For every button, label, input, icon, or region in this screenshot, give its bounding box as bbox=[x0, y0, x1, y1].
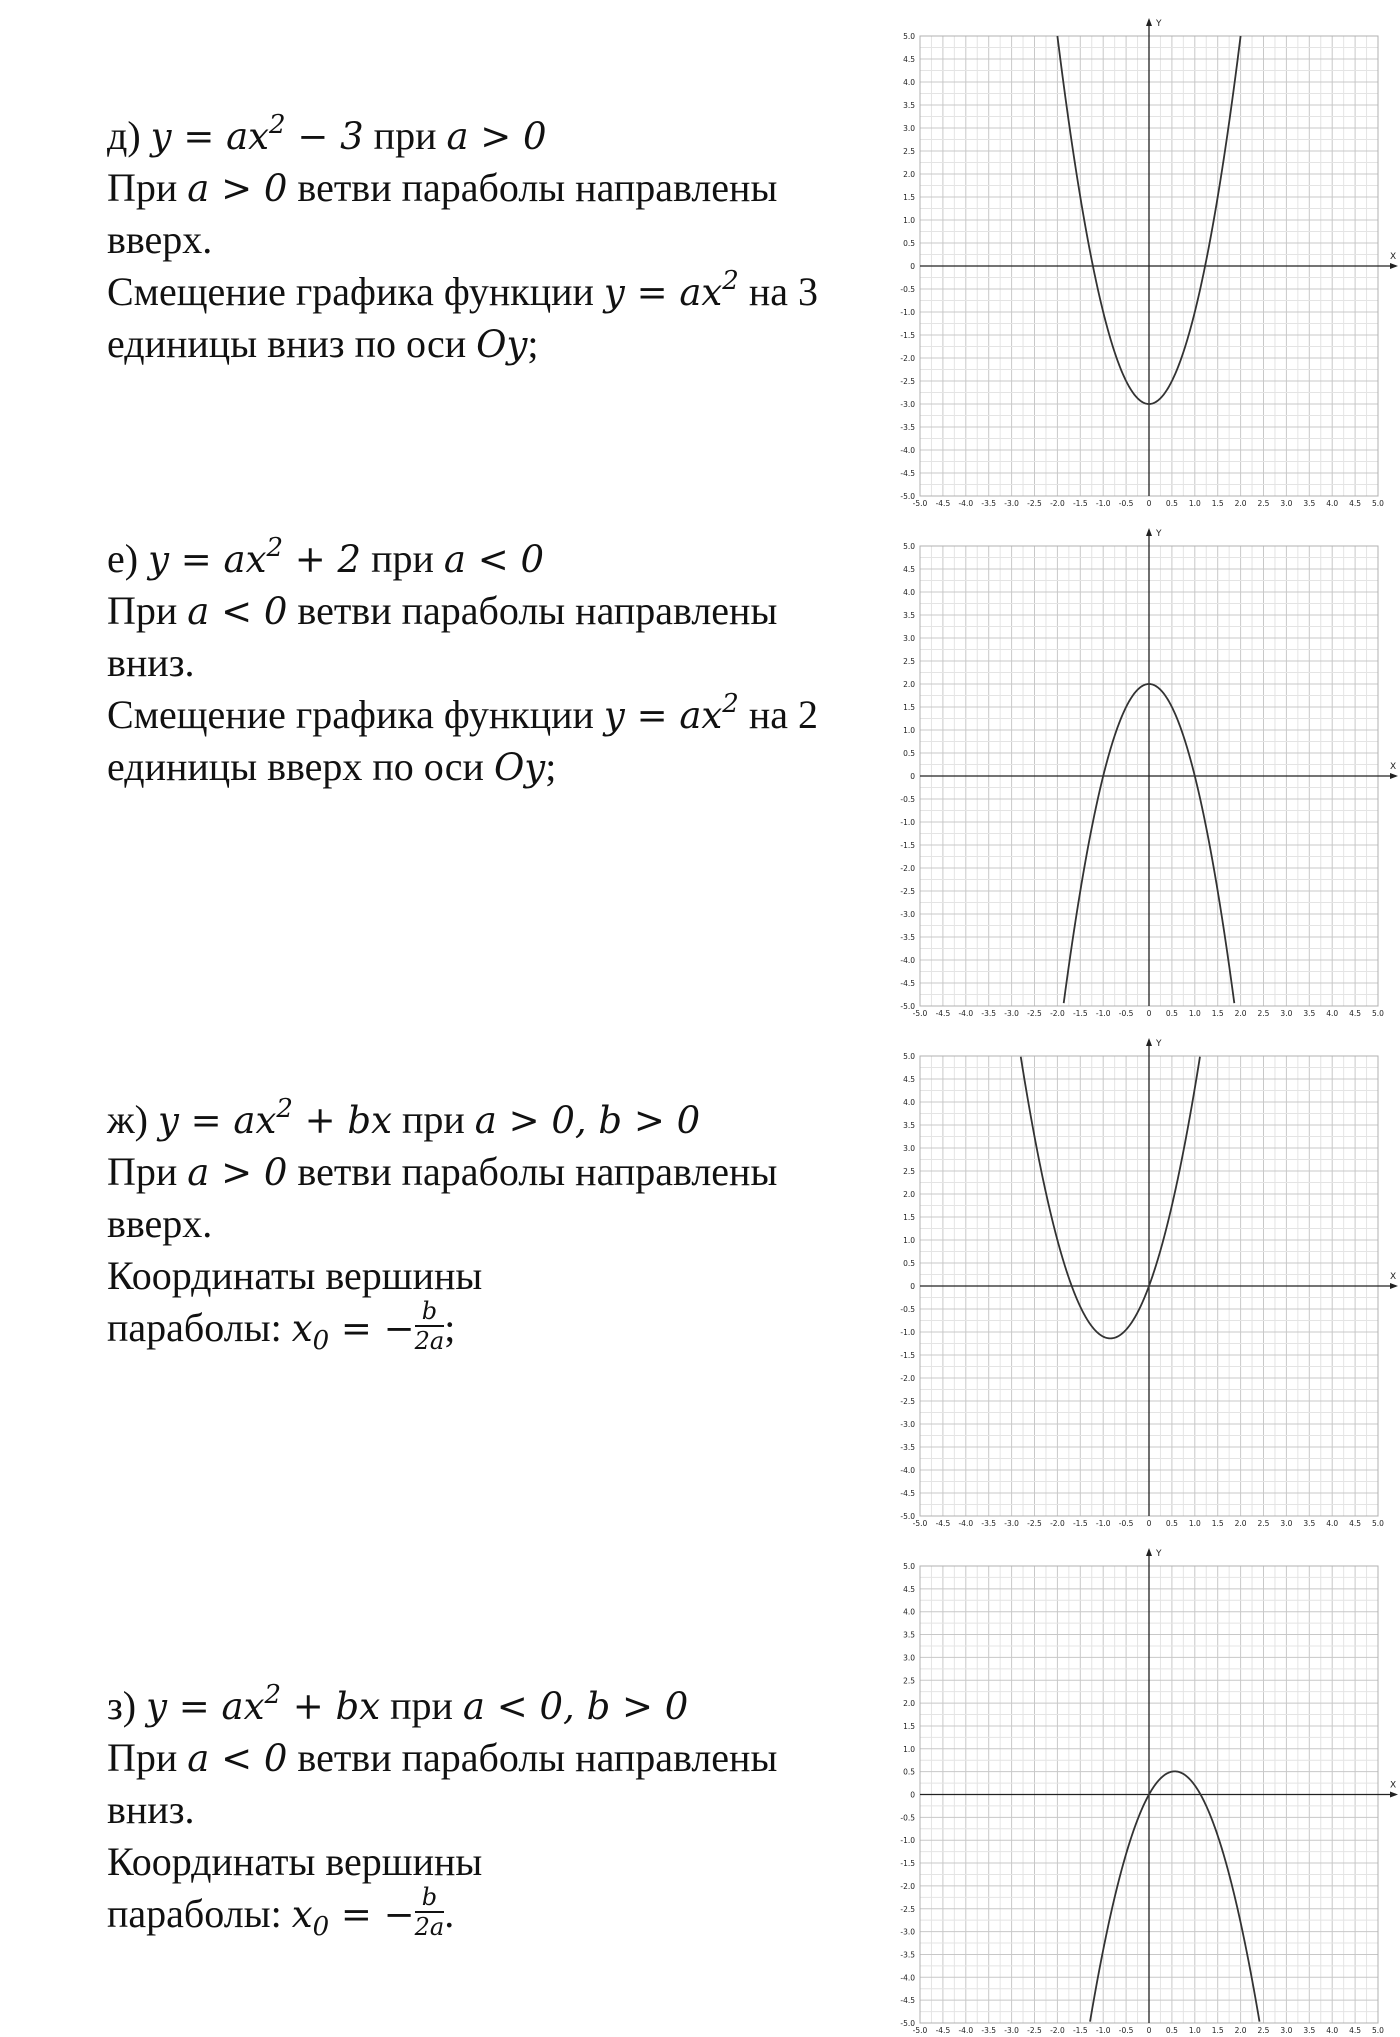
y-tick-label: -5.0 bbox=[900, 492, 915, 501]
y-tick-label: -4.0 bbox=[900, 1466, 915, 1475]
x-tick-label: 1.0 bbox=[1188, 2026, 1201, 2035]
y-tick-label: 4.5 bbox=[903, 565, 915, 574]
x-tick-label: 1.0 bbox=[1188, 1519, 1201, 1528]
x-tick-label: 3.0 bbox=[1280, 1009, 1293, 1018]
fraction-denominator: 2a bbox=[414, 1912, 445, 1941]
y-tick-label: -4.0 bbox=[900, 1973, 915, 1983]
text-line bbox=[107, 1732, 867, 1784]
x-tick-label: 5.0 bbox=[1372, 1009, 1384, 1018]
y-tick-label: -2.5 bbox=[900, 1904, 915, 1914]
x-tick-label: 2.5 bbox=[1257, 1519, 1270, 1528]
text-fragment: ветви параболы направлены bbox=[297, 165, 778, 210]
y-tick-label: 2.5 bbox=[903, 1676, 915, 1686]
y-tick-label: -3.5 bbox=[900, 1950, 915, 1960]
y-tick-label: -3.5 bbox=[900, 933, 915, 942]
y-tick-label: 3.0 bbox=[903, 1144, 915, 1153]
x-tick-label: -3.0 bbox=[1004, 1519, 1019, 1528]
x-tick-label: 1.5 bbox=[1211, 2026, 1224, 2035]
text-line: вниз. bbox=[107, 1787, 195, 1832]
parabola-curve bbox=[1090, 1771, 1259, 2021]
y-tick-label: 0.5 bbox=[903, 1259, 915, 1268]
x-tick-label: -1.0 bbox=[1095, 499, 1111, 508]
text-fragment: единицы вверх по оси bbox=[107, 744, 484, 789]
x-tick-label: 0 bbox=[1146, 499, 1152, 508]
x-tick-label: 3.0 bbox=[1280, 499, 1293, 508]
text-fragment: на 2 bbox=[748, 692, 818, 737]
y-tick-label: 1.0 bbox=[903, 216, 915, 225]
x-tick-label: -2.0 bbox=[1050, 2026, 1065, 2035]
x-tick-label: 4.0 bbox=[1326, 499, 1339, 508]
x-tick-label: -5.0 bbox=[912, 1519, 928, 1528]
heading-line bbox=[107, 533, 867, 585]
x-tick-label: 3.0 bbox=[1280, 2026, 1293, 2035]
y-tick-label: 4.0 bbox=[903, 1098, 915, 1107]
x-tick-label: 3.5 bbox=[1303, 1519, 1316, 1528]
graph-svg bbox=[882, 1530, 1400, 2037]
graph-svg bbox=[882, 510, 1400, 1020]
y-tick-label: -2.5 bbox=[900, 1397, 915, 1406]
x-axis-arrow bbox=[1390, 773, 1398, 779]
x-tick-label: -0.5 bbox=[1118, 1519, 1134, 1528]
y-tick-label: 4.0 bbox=[903, 588, 915, 597]
condition-word: при bbox=[373, 113, 437, 158]
x-tick-label: 2.5 bbox=[1257, 1009, 1270, 1018]
x-tick-label: -3.0 bbox=[1004, 499, 1019, 508]
y-tick-label: 2.0 bbox=[903, 170, 915, 179]
y-tick-label: 0 bbox=[910, 262, 915, 271]
text-fragment: единицы вниз по оси bbox=[107, 321, 467, 366]
x-tick-label: -2.0 bbox=[1050, 1009, 1065, 1018]
y-tick-label: -1.0 bbox=[900, 818, 915, 827]
condition-word: при bbox=[390, 1683, 453, 1728]
x-axis-label: X bbox=[1390, 1272, 1397, 1282]
y-tick-label: 2.5 bbox=[903, 147, 915, 156]
text-line: Координаты вершины bbox=[107, 1839, 483, 1884]
y-tick-label: 3.5 bbox=[903, 1630, 915, 1640]
y-tick-label: -5.0 bbox=[900, 1002, 915, 1011]
parabola-graph-z bbox=[882, 1530, 1400, 2037]
x-tick-label: -4.5 bbox=[935, 2026, 951, 2035]
y-tick-label: -4.5 bbox=[900, 979, 915, 988]
axis-name: Oy bbox=[476, 323, 528, 366]
text-fragment: на 3 bbox=[748, 269, 818, 314]
x-tick-label: -4.5 bbox=[935, 499, 951, 508]
text-line bbox=[107, 266, 867, 318]
x-tick-label: -0.5 bbox=[1118, 499, 1134, 508]
x-tick-label: 3.0 bbox=[1280, 1519, 1293, 1528]
text-fragment: ветви параболы направлены bbox=[297, 588, 778, 633]
text-fragment: Смещение графика функции bbox=[107, 692, 594, 737]
y-tick-label: 1.0 bbox=[903, 1236, 915, 1245]
y-tick-label: -0.5 bbox=[900, 795, 915, 804]
x-axis-label: X bbox=[1390, 252, 1397, 262]
x-tick-label: 0 bbox=[1146, 1519, 1152, 1528]
y-tick-label: 1.5 bbox=[903, 1213, 915, 1222]
y-tick-label: -3.5 bbox=[900, 1443, 915, 1452]
y-tick-label: -1.0 bbox=[900, 1836, 915, 1846]
heading-line bbox=[107, 110, 867, 162]
graph-svg bbox=[882, 0, 1400, 510]
text-line bbox=[107, 162, 867, 214]
y-tick-label: 1.0 bbox=[903, 1744, 915, 1754]
y-tick-label: 4.5 bbox=[903, 1584, 915, 1594]
x-tick-label: -3.5 bbox=[981, 499, 997, 508]
fraction bbox=[415, 1297, 445, 1355]
y-tick-label: -1.5 bbox=[900, 1859, 915, 1869]
x-tick-label: 4.0 bbox=[1326, 1519, 1339, 1528]
text-line: вниз. bbox=[107, 640, 195, 685]
y-tick-label: 5.0 bbox=[903, 1562, 915, 1571]
y-tick-label: -4.5 bbox=[900, 1996, 915, 2006]
x-tick-label: 2.0 bbox=[1234, 2026, 1247, 2035]
x-tick-label: -4.0 bbox=[958, 1519, 974, 1528]
axis-name: Oy bbox=[493, 746, 546, 789]
x-tick-label: -4.0 bbox=[958, 1009, 974, 1018]
section-text bbox=[107, 1680, 867, 1958]
y-axis-arrow bbox=[1146, 528, 1152, 536]
condition: a < 0 bbox=[187, 1737, 288, 1780]
y-tick-label: 4.5 bbox=[903, 1075, 915, 1084]
y-tick-label: 0.5 bbox=[903, 1767, 915, 1777]
x-tick-label: -0.5 bbox=[1118, 2026, 1134, 2035]
condition-word: при bbox=[401, 1097, 465, 1142]
x-tick-label: -4.0 bbox=[958, 499, 974, 508]
x-tick-label: 4.5 bbox=[1349, 1519, 1362, 1528]
text-line bbox=[107, 689, 867, 741]
text-fragment: параболы: bbox=[107, 1305, 282, 1350]
x-tick-label: -1.5 bbox=[1072, 2026, 1088, 2035]
x-tick-label: -2.5 bbox=[1027, 1009, 1042, 1018]
fraction-denominator: 2a bbox=[414, 1326, 445, 1355]
y-axis-label: Y bbox=[1156, 529, 1162, 539]
y-tick-label: 3.5 bbox=[903, 611, 915, 620]
x-tick-label: -1.5 bbox=[1072, 1009, 1088, 1018]
x-tick-label: 0.5 bbox=[1165, 1519, 1178, 1528]
x-axis-arrow bbox=[1390, 263, 1398, 269]
heading-line bbox=[107, 1094, 867, 1146]
punctuation: . bbox=[444, 1891, 455, 1936]
x-tick-label: -2.0 bbox=[1050, 499, 1065, 508]
x-tick-label: -2.5 bbox=[1027, 499, 1042, 508]
x-tick-label: 5.0 bbox=[1372, 2026, 1384, 2035]
text-fragment: При bbox=[107, 165, 178, 210]
y-tick-label: -1.0 bbox=[900, 1328, 915, 1337]
x-tick-label: -3.5 bbox=[981, 1519, 997, 1528]
y-tick-label: 5.0 bbox=[903, 1052, 915, 1061]
equation: $y = ax^2$ + bx bbox=[157, 1094, 392, 1142]
x-tick-label: -3.0 bbox=[1004, 1009, 1019, 1018]
text-fragment: ветви параболы направлены bbox=[297, 1149, 778, 1194]
equation: $y = ax^2$ bbox=[603, 266, 739, 314]
heading-line bbox=[107, 1680, 867, 1732]
condition-word: при bbox=[371, 536, 434, 581]
x-tick-label: -4.5 bbox=[935, 1009, 951, 1018]
y-axis-arrow bbox=[1146, 1548, 1152, 1556]
x-tick-label: 1.5 bbox=[1211, 1009, 1224, 1018]
x-axis-arrow bbox=[1390, 1283, 1398, 1289]
y-tick-label: 5.0 bbox=[903, 542, 915, 551]
x-tick-label: -0.5 bbox=[1118, 1009, 1134, 1018]
text-line: вверх. bbox=[107, 1201, 213, 1246]
y-tick-label: 4.0 bbox=[903, 1607, 915, 1617]
punctuation: ; bbox=[545, 744, 557, 789]
y-tick-label: -1.0 bbox=[900, 308, 915, 317]
x-tick-label: 2.0 bbox=[1234, 1009, 1247, 1018]
y-tick-label: -2.0 bbox=[900, 354, 915, 363]
x-tick-label: -3.5 bbox=[981, 2026, 997, 2035]
x-tick-label: -5.0 bbox=[912, 2026, 928, 2035]
y-tick-label: 0 bbox=[910, 1790, 915, 1800]
y-tick-label: 4.0 bbox=[903, 78, 915, 87]
y-tick-label: -2.5 bbox=[900, 887, 915, 896]
x-tick-label: 1.5 bbox=[1211, 1519, 1224, 1528]
y-axis-label: Y bbox=[1156, 1549, 1162, 1559]
section-text bbox=[107, 533, 867, 793]
x-tick-label: 2.0 bbox=[1234, 499, 1247, 508]
equation: $y = ax^2 + 2$ bbox=[148, 533, 362, 581]
condition: a < 0 bbox=[187, 590, 288, 633]
y-tick-label: -3.0 bbox=[900, 1927, 915, 1937]
fraction bbox=[415, 1883, 445, 1941]
x-tick-label: -2.5 bbox=[1027, 1519, 1042, 1528]
y-tick-label: -2.0 bbox=[900, 1374, 915, 1383]
y-tick-label: -4.5 bbox=[900, 1489, 915, 1498]
x-tick-label: -5.0 bbox=[912, 499, 928, 508]
y-tick-label: -3.0 bbox=[900, 910, 915, 919]
x-tick-label: 4.5 bbox=[1349, 1009, 1362, 1018]
x-tick-label: -3.0 bbox=[1004, 2026, 1019, 2035]
text-line bbox=[107, 318, 867, 370]
y-tick-label: 0 bbox=[910, 1282, 915, 1291]
x-tick-label: -1.0 bbox=[1095, 2026, 1111, 2035]
x-tick-label: 5.0 bbox=[1372, 1519, 1384, 1528]
parabola-graph-e bbox=[882, 510, 1400, 1020]
x-tick-label: 3.5 bbox=[1303, 2026, 1316, 2035]
y-tick-label: 2.0 bbox=[903, 1699, 915, 1709]
condition: a < 0, b > 0 bbox=[462, 1685, 689, 1728]
x-tick-label: 1.5 bbox=[1211, 499, 1224, 508]
y-tick-label: 0.5 bbox=[903, 749, 915, 758]
y-tick-label: -1.5 bbox=[900, 841, 915, 850]
item-label: ж) bbox=[107, 1097, 148, 1142]
x-tick-label: 3.5 bbox=[1303, 499, 1316, 508]
equation: $y = ax^2$ bbox=[603, 689, 739, 737]
condition: a > 0, b > 0 bbox=[474, 1099, 701, 1142]
x-tick-label: 1.0 bbox=[1188, 1009, 1201, 1018]
y-tick-label: -4.5 bbox=[900, 469, 915, 478]
y-axis-arrow bbox=[1146, 18, 1152, 26]
fraction-numerator: b bbox=[415, 1883, 445, 1913]
y-tick-label: -3.0 bbox=[900, 400, 915, 409]
x-tick-label: 2.0 bbox=[1234, 1519, 1247, 1528]
x-tick-label: -1.5 bbox=[1072, 1519, 1088, 1528]
text-line: вверх. bbox=[107, 217, 213, 262]
y-axis-label: Y bbox=[1156, 19, 1162, 29]
parabola-graph-zh bbox=[882, 1020, 1400, 1530]
x-tick-label: -4.5 bbox=[935, 1519, 951, 1528]
y-tick-label: 3.0 bbox=[903, 634, 915, 643]
x-tick-label: -2.5 bbox=[1027, 2026, 1042, 2035]
y-tick-label: -3.5 bbox=[900, 423, 915, 432]
x-axis-label: X bbox=[1390, 1780, 1397, 1791]
y-tick-label: 1.0 bbox=[903, 726, 915, 735]
y-tick-label: -0.5 bbox=[900, 1813, 915, 1823]
item-label: з) bbox=[107, 1683, 137, 1728]
x-tick-label: 0 bbox=[1146, 2026, 1152, 2035]
y-tick-label: -2.0 bbox=[900, 864, 915, 873]
text-fragment: При bbox=[107, 1735, 178, 1780]
x-tick-label: -1.0 bbox=[1095, 1519, 1111, 1528]
condition: a < 0 bbox=[443, 538, 544, 581]
x-tick-label: 2.5 bbox=[1257, 2026, 1270, 2035]
parabola-graph-d bbox=[882, 0, 1400, 510]
y-tick-label: 4.5 bbox=[903, 55, 915, 64]
x-tick-label: -1.0 bbox=[1095, 1009, 1111, 1018]
x-tick-label: 0.5 bbox=[1165, 2026, 1178, 2035]
x-tick-label: 1.0 bbox=[1188, 499, 1201, 508]
x-tick-label: 4.0 bbox=[1326, 1009, 1339, 1018]
x-tick-label: -5.0 bbox=[912, 1009, 928, 1018]
x-tick-label: -4.0 bbox=[958, 2026, 974, 2035]
y-tick-label: 3.5 bbox=[903, 1121, 915, 1130]
x-tick-label: -1.5 bbox=[1072, 499, 1088, 508]
condition: a > 0 bbox=[187, 167, 288, 210]
y-tick-label: -1.5 bbox=[900, 1351, 915, 1360]
text-fragment: параболы: bbox=[107, 1891, 282, 1936]
y-tick-label: -2.0 bbox=[900, 1881, 915, 1891]
text-line: Координаты вершины bbox=[107, 1253, 483, 1298]
y-tick-label: 1.5 bbox=[903, 193, 915, 202]
item-label: д) bbox=[107, 113, 141, 158]
x-tick-label: 4.5 bbox=[1349, 499, 1362, 508]
x-tick-label: -2.0 bbox=[1050, 1519, 1065, 1528]
x-tick-label: -3.5 bbox=[981, 1009, 997, 1018]
y-tick-label: -0.5 bbox=[900, 285, 915, 294]
y-tick-label: 3.0 bbox=[903, 1653, 915, 1663]
y-tick-label: 5.0 bbox=[903, 32, 915, 41]
y-tick-label: -0.5 bbox=[900, 1305, 915, 1314]
text-line bbox=[107, 1296, 867, 1372]
y-tick-label: 0.5 bbox=[903, 239, 915, 248]
y-tick-label: 0 bbox=[910, 772, 915, 781]
y-tick-label: -5.0 bbox=[900, 1512, 915, 1521]
x-tick-label: 0.5 bbox=[1165, 1009, 1178, 1018]
x-tick-label: 4.0 bbox=[1326, 2026, 1339, 2035]
parabola-curve bbox=[1021, 1057, 1200, 1339]
x-axis-label: X bbox=[1390, 762, 1397, 772]
y-tick-label: 2.5 bbox=[903, 657, 915, 666]
equation: $y = ax^2$ + bx bbox=[146, 1680, 381, 1728]
section-text bbox=[107, 110, 867, 370]
vertex-formula: $x_0$ = − bbox=[291, 1893, 415, 1942]
section-text bbox=[107, 1094, 867, 1372]
vertex-formula: $x_0$ = − bbox=[291, 1307, 415, 1356]
y-tick-label: -2.5 bbox=[900, 377, 915, 386]
fraction-numerator: b bbox=[415, 1297, 445, 1327]
x-tick-label: 5.0 bbox=[1372, 499, 1384, 508]
text-line bbox=[107, 1882, 867, 1958]
y-tick-label: 3.5 bbox=[903, 101, 915, 110]
y-tick-label: -3.0 bbox=[900, 1420, 915, 1429]
text-fragment: При bbox=[107, 588, 178, 633]
y-tick-label: 1.5 bbox=[903, 1721, 915, 1731]
y-axis-arrow bbox=[1146, 1038, 1152, 1046]
y-tick-label: -1.5 bbox=[900, 331, 915, 340]
y-tick-label: 2.0 bbox=[903, 1190, 915, 1199]
equation: $y = ax^2 - 3$ bbox=[150, 110, 364, 158]
x-tick-label: 0.5 bbox=[1165, 499, 1178, 508]
text-line bbox=[107, 585, 867, 637]
condition: a > 0 bbox=[446, 115, 547, 158]
y-tick-label: -4.0 bbox=[900, 956, 915, 965]
text-fragment: Смещение графика функции bbox=[107, 269, 594, 314]
y-axis-label: Y bbox=[1156, 1039, 1162, 1049]
x-tick-label: 4.5 bbox=[1349, 2026, 1362, 2035]
condition: a > 0 bbox=[187, 1151, 288, 1194]
text-fragment: ветви параболы направлены bbox=[297, 1735, 778, 1780]
x-tick-label: 3.5 bbox=[1303, 1009, 1316, 1018]
y-tick-label: 1.5 bbox=[903, 703, 915, 712]
x-axis-arrow bbox=[1390, 1792, 1398, 1798]
x-tick-label: 2.5 bbox=[1257, 499, 1270, 508]
punctuation: ; bbox=[444, 1305, 456, 1350]
punctuation: ; bbox=[527, 321, 539, 366]
text-fragment: При bbox=[107, 1149, 178, 1194]
x-tick-label: 0 bbox=[1146, 1009, 1152, 1018]
graph-svg bbox=[882, 1020, 1400, 1530]
text-line bbox=[107, 1146, 867, 1198]
y-tick-label: 2.5 bbox=[903, 1167, 915, 1176]
y-tick-label: 2.0 bbox=[903, 680, 915, 689]
y-tick-label: 3.0 bbox=[903, 124, 915, 133]
y-tick-label: -5.0 bbox=[900, 2019, 915, 2028]
text-line bbox=[107, 741, 867, 793]
item-label: е) bbox=[107, 536, 139, 581]
y-tick-label: -4.0 bbox=[900, 446, 915, 455]
